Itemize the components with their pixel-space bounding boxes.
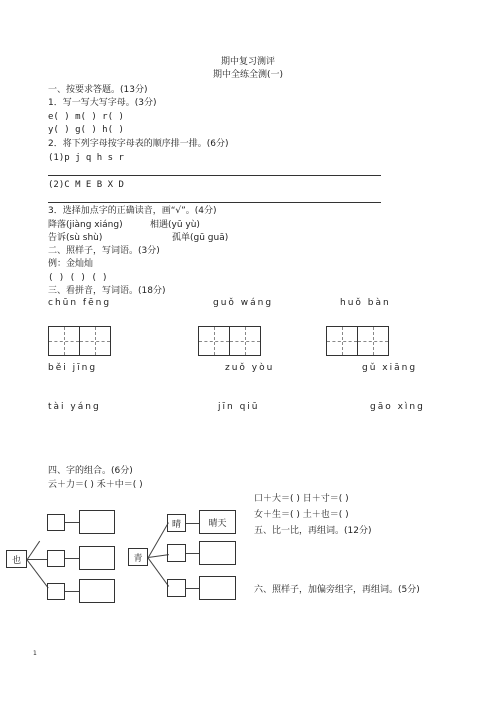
- writing-grid-cell[interactable]: [229, 326, 261, 356]
- pinyin-3-3: gāo xìng: [370, 402, 425, 412]
- link-dash: [65, 558, 79, 559]
- question3-prompt: 3．选择加点字的正确读音，画“√”。(4分): [48, 206, 217, 216]
- link-dash: [186, 588, 199, 589]
- section4-heading: 四、字的组合。(6分): [48, 466, 133, 476]
- pinyin-3-2: jīn qiū: [218, 402, 260, 412]
- section4-right-row1: 口＋大＝( ) 日＋寸＝( ): [254, 494, 349, 504]
- section6-heading: 六、照样子，加偏旁组字，再组词。(5分): [254, 585, 420, 595]
- char-box[interactable]: [167, 544, 186, 562]
- branch-line: [27, 559, 48, 560]
- link-dash: [186, 523, 199, 524]
- char-box[interactable]: [47, 583, 65, 600]
- question3-item-1: 降落(jiàng xiáng): [48, 220, 123, 230]
- link-dash: [65, 591, 79, 592]
- writing-grid-cell[interactable]: [48, 326, 80, 356]
- pinyin-1-3: huǒ bàn: [340, 298, 391, 308]
- writing-grid-cell[interactable]: [79, 326, 111, 356]
- char-box[interactable]: [167, 579, 186, 597]
- section4-right-row2: 女＋生＝( ) 土＋也＝( ): [254, 510, 349, 520]
- page-subtitle: 期中全练全测(一): [212, 70, 284, 80]
- question3-item-3: 告诉(sù shù): [48, 233, 103, 243]
- pinyin-2-3: gǔ xiāng: [362, 363, 418, 373]
- branch-line: [27, 541, 40, 560]
- word-box[interactable]: [199, 541, 236, 565]
- section2-blanks[interactable]: ( ) ( ) ( ): [48, 273, 108, 283]
- sample-char-box: 晴: [167, 514, 186, 532]
- section2-heading: 二、照样子，写词语。(3分): [48, 246, 160, 256]
- word-box[interactable]: [199, 576, 236, 600]
- question1-row2: y( ) g( ) h( ): [48, 125, 124, 135]
- question2-letters-a: (1)p j q h s r: [48, 153, 124, 163]
- pinyin-1-2: guǒ wáng: [213, 298, 274, 308]
- question2-prompt: 2．将下列字母按字母表的顺序排一排。(6分): [48, 139, 229, 149]
- branch-line: [148, 522, 169, 557]
- section2-example: 例：金灿灿: [48, 259, 94, 269]
- question1-row1: e( ) m( ) r( ): [48, 112, 124, 122]
- pinyin-1-1: chūn fēng: [48, 298, 112, 308]
- answer-line-a[interactable]: [48, 175, 381, 176]
- question3-item-4: 孤单(gū guā): [172, 233, 229, 243]
- link-dash: [65, 522, 79, 523]
- pinyin-3-1: tài yáng: [48, 402, 101, 412]
- question1-prompt: 1．写一写大写字母。(3分): [48, 98, 157, 108]
- root-char-box: 也: [6, 550, 27, 568]
- section1-heading: 一、按要求答题。(13分): [48, 85, 148, 95]
- question3-item-2: 相遇(yū yù): [150, 220, 200, 230]
- word-box[interactable]: [79, 579, 115, 603]
- section5-heading: 五、比一比，再组词。(12分): [254, 526, 372, 536]
- pinyin-2-1: běi jīng: [48, 363, 98, 373]
- sample-word-box: 晴天: [199, 510, 236, 534]
- branch-line: [26, 559, 48, 588]
- writing-grid-cell[interactable]: [198, 326, 230, 356]
- writing-grid-cell[interactable]: [326, 326, 358, 356]
- section3-heading: 三、看拼音，写词语。(18分): [48, 286, 166, 296]
- answer-line-b[interactable]: [48, 202, 381, 203]
- link-dash: [186, 553, 199, 554]
- page-number: 1: [33, 650, 37, 657]
- writing-grid-cell[interactable]: [357, 326, 389, 356]
- pinyin-2-2: zuǒ yòu: [225, 363, 275, 373]
- section4-row1: 云＋力＝( ) 禾＋中＝( ): [48, 480, 143, 490]
- branch-line: [148, 554, 169, 558]
- char-box[interactable]: [47, 514, 65, 531]
- branch-line: [147, 557, 169, 587]
- word-box[interactable]: [79, 546, 115, 570]
- question2-letters-b: (2)C M E B X D: [48, 180, 124, 190]
- word-box[interactable]: [79, 510, 115, 534]
- root-char-box: 青: [128, 548, 148, 566]
- page-title: 期中复习测评: [220, 57, 275, 67]
- char-box[interactable]: [47, 550, 65, 567]
